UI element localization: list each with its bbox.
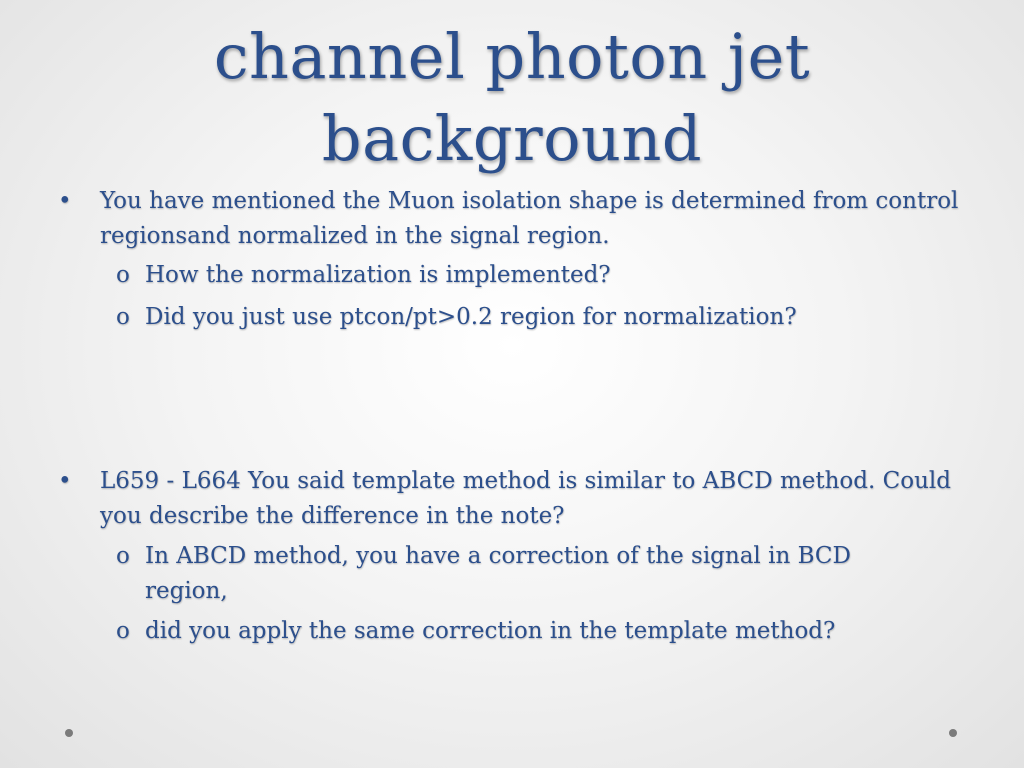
sub-bullet-marker: o	[116, 262, 130, 288]
title-line-partial	[0, 0, 1024, 16]
bullet-text: You have mentioned the Muon isolation shape is determined from control regionsand normalized in the signal region.	[100, 188, 959, 249]
bullet-marker: •	[58, 468, 72, 494]
title-line-1: channel photon jet	[213, 20, 811, 93]
corner-dot-left	[65, 729, 73, 737]
sub-bullet-text: did you apply the same correction in the template method?	[145, 618, 836, 644]
sub-bullet-marker: o	[116, 304, 130, 330]
corner-dot-right	[949, 729, 957, 737]
title-line-2: background	[321, 102, 703, 175]
sub-bullet-text: In ABCD method, you have a correction of the signal in BCD region,	[145, 543, 851, 604]
bullet-text: L659 - L664 You said template method is similar to ABCD method. Could you describe the difference in the note?	[100, 468, 951, 529]
sub-bullet-text: Did you just use ptcon/pt>0.2 region for normalization?	[145, 304, 797, 330]
sub-bullet-text: How the normalization is implemented?	[145, 262, 611, 288]
slide-title	[0, 0, 1024, 180]
sub-bullet-marker: o	[116, 618, 130, 644]
sub-bullet-marker: o	[116, 543, 130, 569]
bullet-marker: •	[58, 188, 72, 214]
